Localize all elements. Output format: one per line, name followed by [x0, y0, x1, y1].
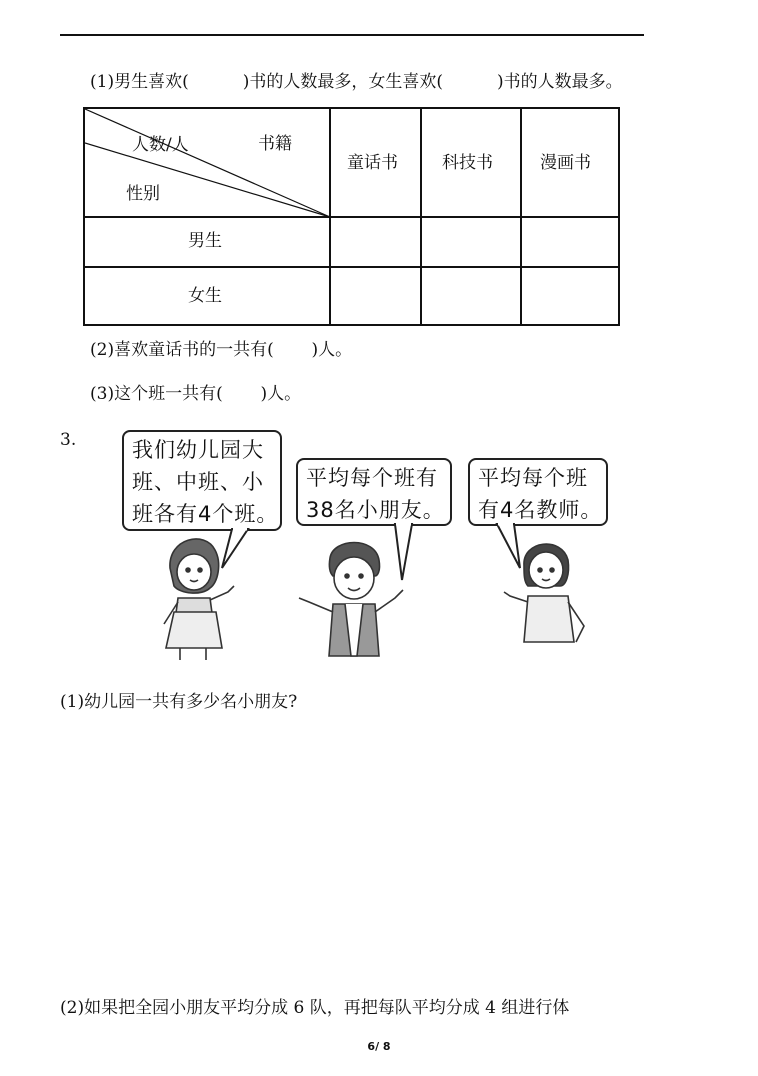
question-1-part-2: (2)喜欢童话书的一共有( )人。	[90, 340, 353, 360]
girl-illustration-2	[500, 530, 595, 655]
bubble-line: 我们幼儿园大	[132, 438, 264, 462]
bubble-line: 班各有4个班。	[132, 502, 279, 526]
header-quantity-label: 人数/人	[132, 135, 189, 155]
header-books-label: 书籍	[258, 134, 292, 154]
girl-illustration-1	[150, 528, 240, 663]
column-header: 漫画书	[540, 153, 591, 173]
boy-illustration	[295, 532, 410, 662]
bubble-line: 班、中班、小	[132, 470, 264, 494]
bubble-line: 平均每个班有	[306, 466, 438, 490]
question-3-part-1: (1)幼儿园一共有多少名小朋友?	[60, 692, 298, 712]
column-header: 科技书	[442, 153, 493, 173]
question-3-part-2: (2)如果把全园小朋友平均分成 6 队，再把每队平均分成 4 组进行体	[60, 998, 570, 1018]
column-header: 童话书	[347, 153, 398, 173]
bubble-line: 38名小朋友。	[306, 498, 445, 522]
bubble-line: 平均每个班	[478, 466, 588, 490]
header-gender-label: 性别	[126, 184, 160, 204]
row-label-boys: 男生	[188, 231, 222, 251]
question-3-number: 3.	[60, 430, 77, 450]
row-label-girls: 女生	[188, 286, 222, 306]
question-1-part-1: (1)男生喜欢( )书的人数最多，女生喜欢( )书的人数最多。	[90, 72, 623, 92]
page-number: 6/ 8	[367, 1040, 391, 1053]
question-1-part-3: (3)这个班一共有( )人。	[90, 384, 302, 404]
bubble-line: 有4名教师。	[478, 498, 603, 522]
